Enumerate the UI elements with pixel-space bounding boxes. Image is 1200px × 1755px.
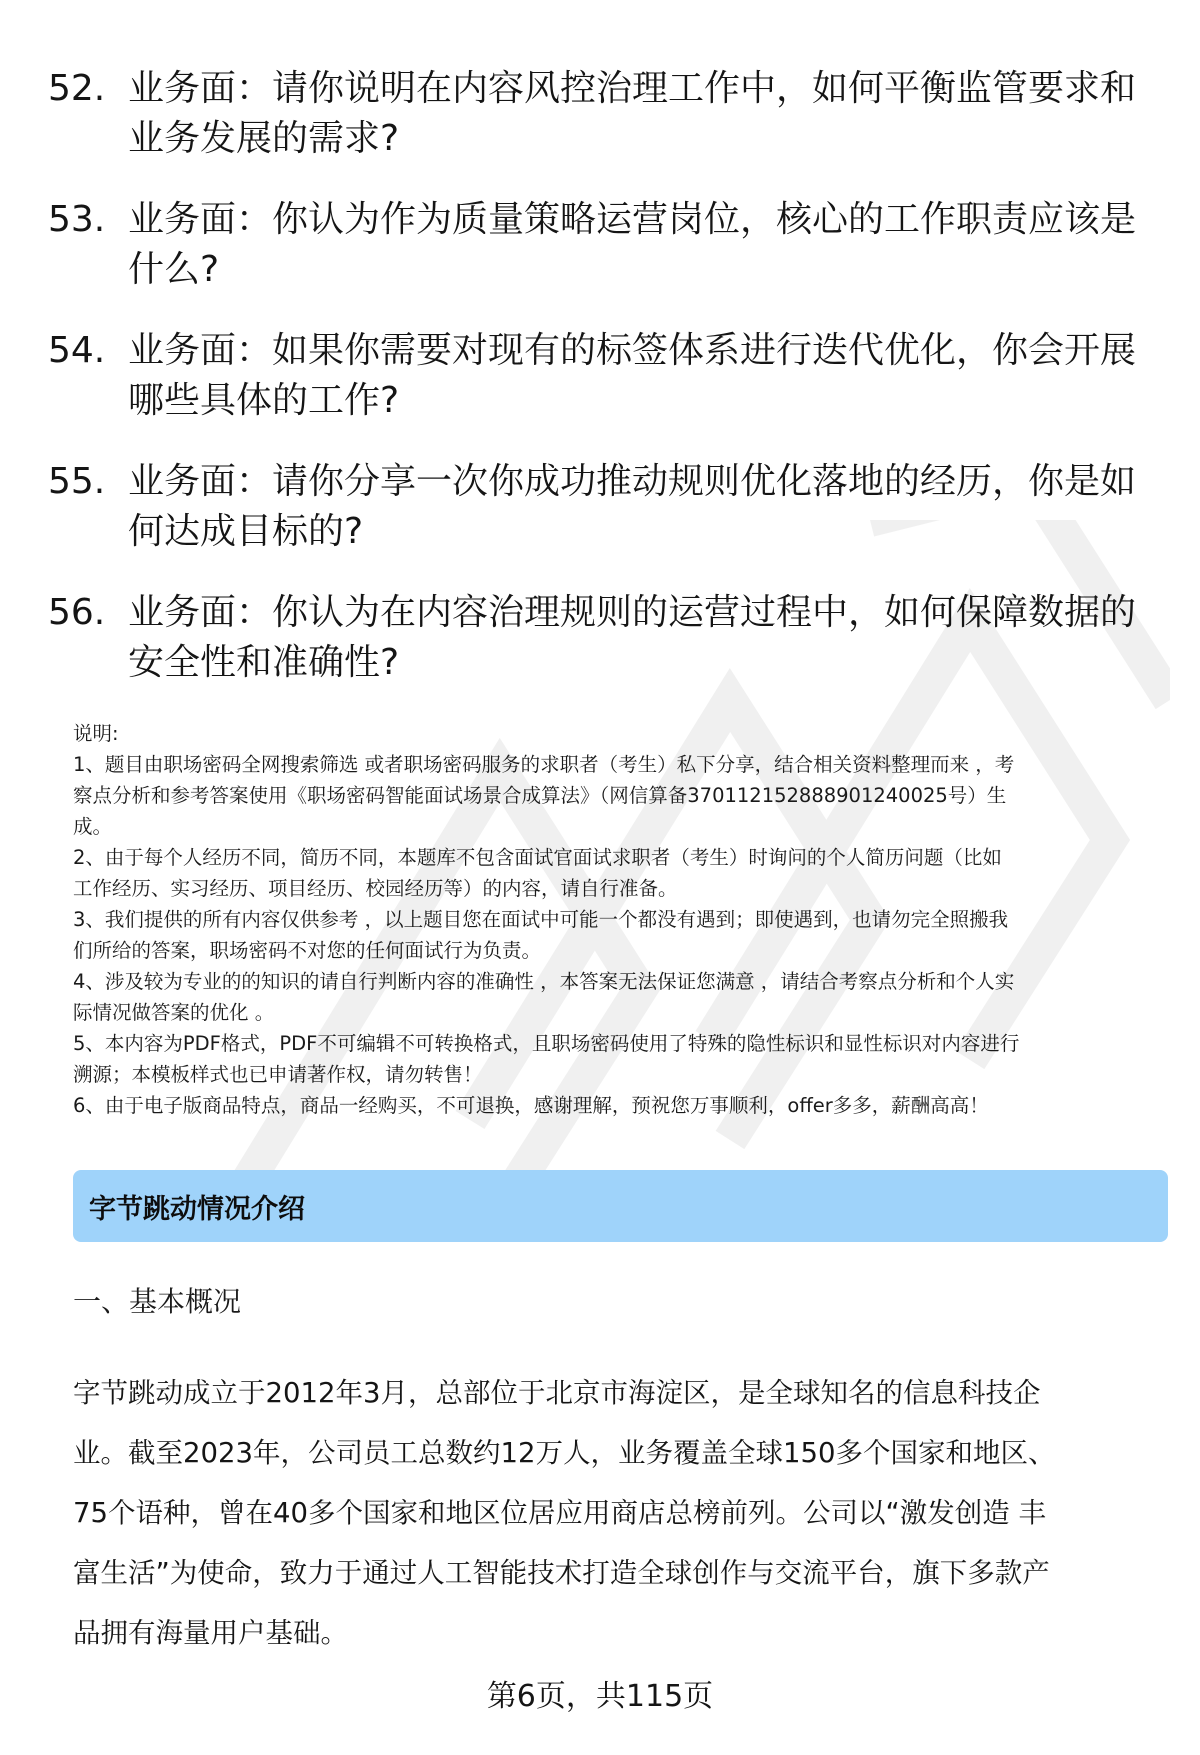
note-line: 们所给的答案，职场密码不对您的任何面试行为负责。 bbox=[73, 939, 542, 962]
section-banner bbox=[73, 1170, 1168, 1242]
note-line: 5、本内容为PDF格式，PDF不可编辑不可转换格式，且职场密码使用了特殊的隐性标识和显性标识对内容进行 bbox=[73, 1032, 1020, 1055]
note-line: 察点分析和参考答案使用《职场密码智能面试场景合成算法》（网信算备370112152888901240025号）生 bbox=[73, 784, 1007, 807]
question-number: 54. bbox=[48, 330, 106, 371]
paragraph-line: 字节跳动成立于2012年3月，总部位于北京市海淀区，是全球知名的信息科技企 bbox=[73, 1377, 1041, 1409]
question-item bbox=[48, 457, 1158, 557]
note-line: 溯源；本模板样式也已申请著作权，请勿转售！ bbox=[73, 1063, 483, 1086]
company-overview-paragraph bbox=[73, 1363, 1163, 1663]
question-number: 53. bbox=[48, 199, 106, 240]
note-line: 1、题目由职场密码全网搜索筛选 或者职场密码服务的求职者（考生）私下分享，结合相关资料整理而来 ，考 bbox=[73, 753, 1015, 776]
section-title: 字节跳动情况介绍 bbox=[89, 1193, 305, 1225]
paragraph-line: 富生活”为使命，致力于通过人工智能技术打造全球创作与交流平台，旗下多款产 bbox=[73, 1557, 1050, 1589]
question-line: 安全性和准确性? bbox=[128, 642, 400, 683]
paragraph-line: 业。截至2023年，公司员工总数约12万人，业务覆盖全球150多个国家和地区、 bbox=[73, 1437, 1056, 1469]
note-line: 3、我们提供的所有内容仅供参考 ，以上题目您在面试中可能一个都没有遇到；即使遇到，也请勿完全照搬我 bbox=[73, 908, 1009, 931]
note-line: 成。 bbox=[73, 815, 113, 838]
page-number: 第6页，共115页 bbox=[486, 1679, 714, 1714]
question-number: 52. bbox=[48, 68, 106, 109]
question-text bbox=[128, 588, 1158, 688]
question-line: 业务面：请你说明在内容风控治理工作中，如何平衡监管要求和 bbox=[128, 68, 1137, 109]
question-line: 哪些具体的工作? bbox=[128, 380, 400, 421]
question-line: 何达成目标的? bbox=[128, 511, 364, 552]
question-number: 56. bbox=[48, 592, 106, 633]
disclaimer-notes bbox=[73, 718, 1163, 1121]
note-line: 4、涉及较为专业的的知识的请自行判断内容的准确性 ，本答案无法保证您满意 ，请结合考察点分析和个人实 bbox=[73, 970, 1015, 993]
question-text bbox=[128, 457, 1158, 557]
question-item bbox=[48, 195, 1158, 295]
note-line: 6、由于电子版商品特点，商品一经购买，不可退换，感谢理解，预祝您万事顺利，offer多多，薪酬高高！ bbox=[73, 1094, 989, 1117]
question-item bbox=[48, 64, 1158, 164]
paragraph-line: 75个语种，曾在40多个国家和地区位居应用商店总榜前列。公司以“激发创造 丰 bbox=[73, 1497, 1046, 1529]
question-line: 业务发展的需求? bbox=[128, 118, 400, 159]
note-line: 工作经历、实习经历、项目经历、校园经历等）的内容，请自行准备。 bbox=[73, 877, 678, 900]
question-text bbox=[128, 64, 1158, 164]
question-line: 业务面：你认为在内容治理规则的运营过程中，如何保障数据的 bbox=[128, 592, 1137, 633]
question-text bbox=[128, 326, 1158, 426]
question-line: 什么? bbox=[128, 249, 220, 290]
question-line: 业务面：请你分享一次你成功推动规则优化落地的经历，你是如 bbox=[128, 461, 1137, 502]
question-number: 55. bbox=[48, 461, 106, 502]
question-text bbox=[128, 195, 1158, 295]
paragraph-line: 品拥有海量用户基础。 bbox=[73, 1617, 348, 1649]
note-line: 际情况做答案的优化 。 bbox=[73, 1001, 275, 1024]
question-line: 业务面：如果你需要对现有的标签体系进行迭代优化，你会开展 bbox=[128, 330, 1137, 371]
notes-title: 说明: bbox=[73, 722, 119, 745]
question-line: 业务面：你认为作为质量策略运营岗位，核心的工作职责应该是 bbox=[128, 199, 1137, 240]
question-item bbox=[48, 588, 1158, 688]
note-line: 2、由于每个人经历不同，简历不同，本题库不包含面试官面试求职者（考生）时询问的个人简历问题（比如 bbox=[73, 846, 1002, 869]
subsection-heading: 一、基本概况 bbox=[73, 1285, 242, 1318]
question-item bbox=[48, 326, 1158, 426]
